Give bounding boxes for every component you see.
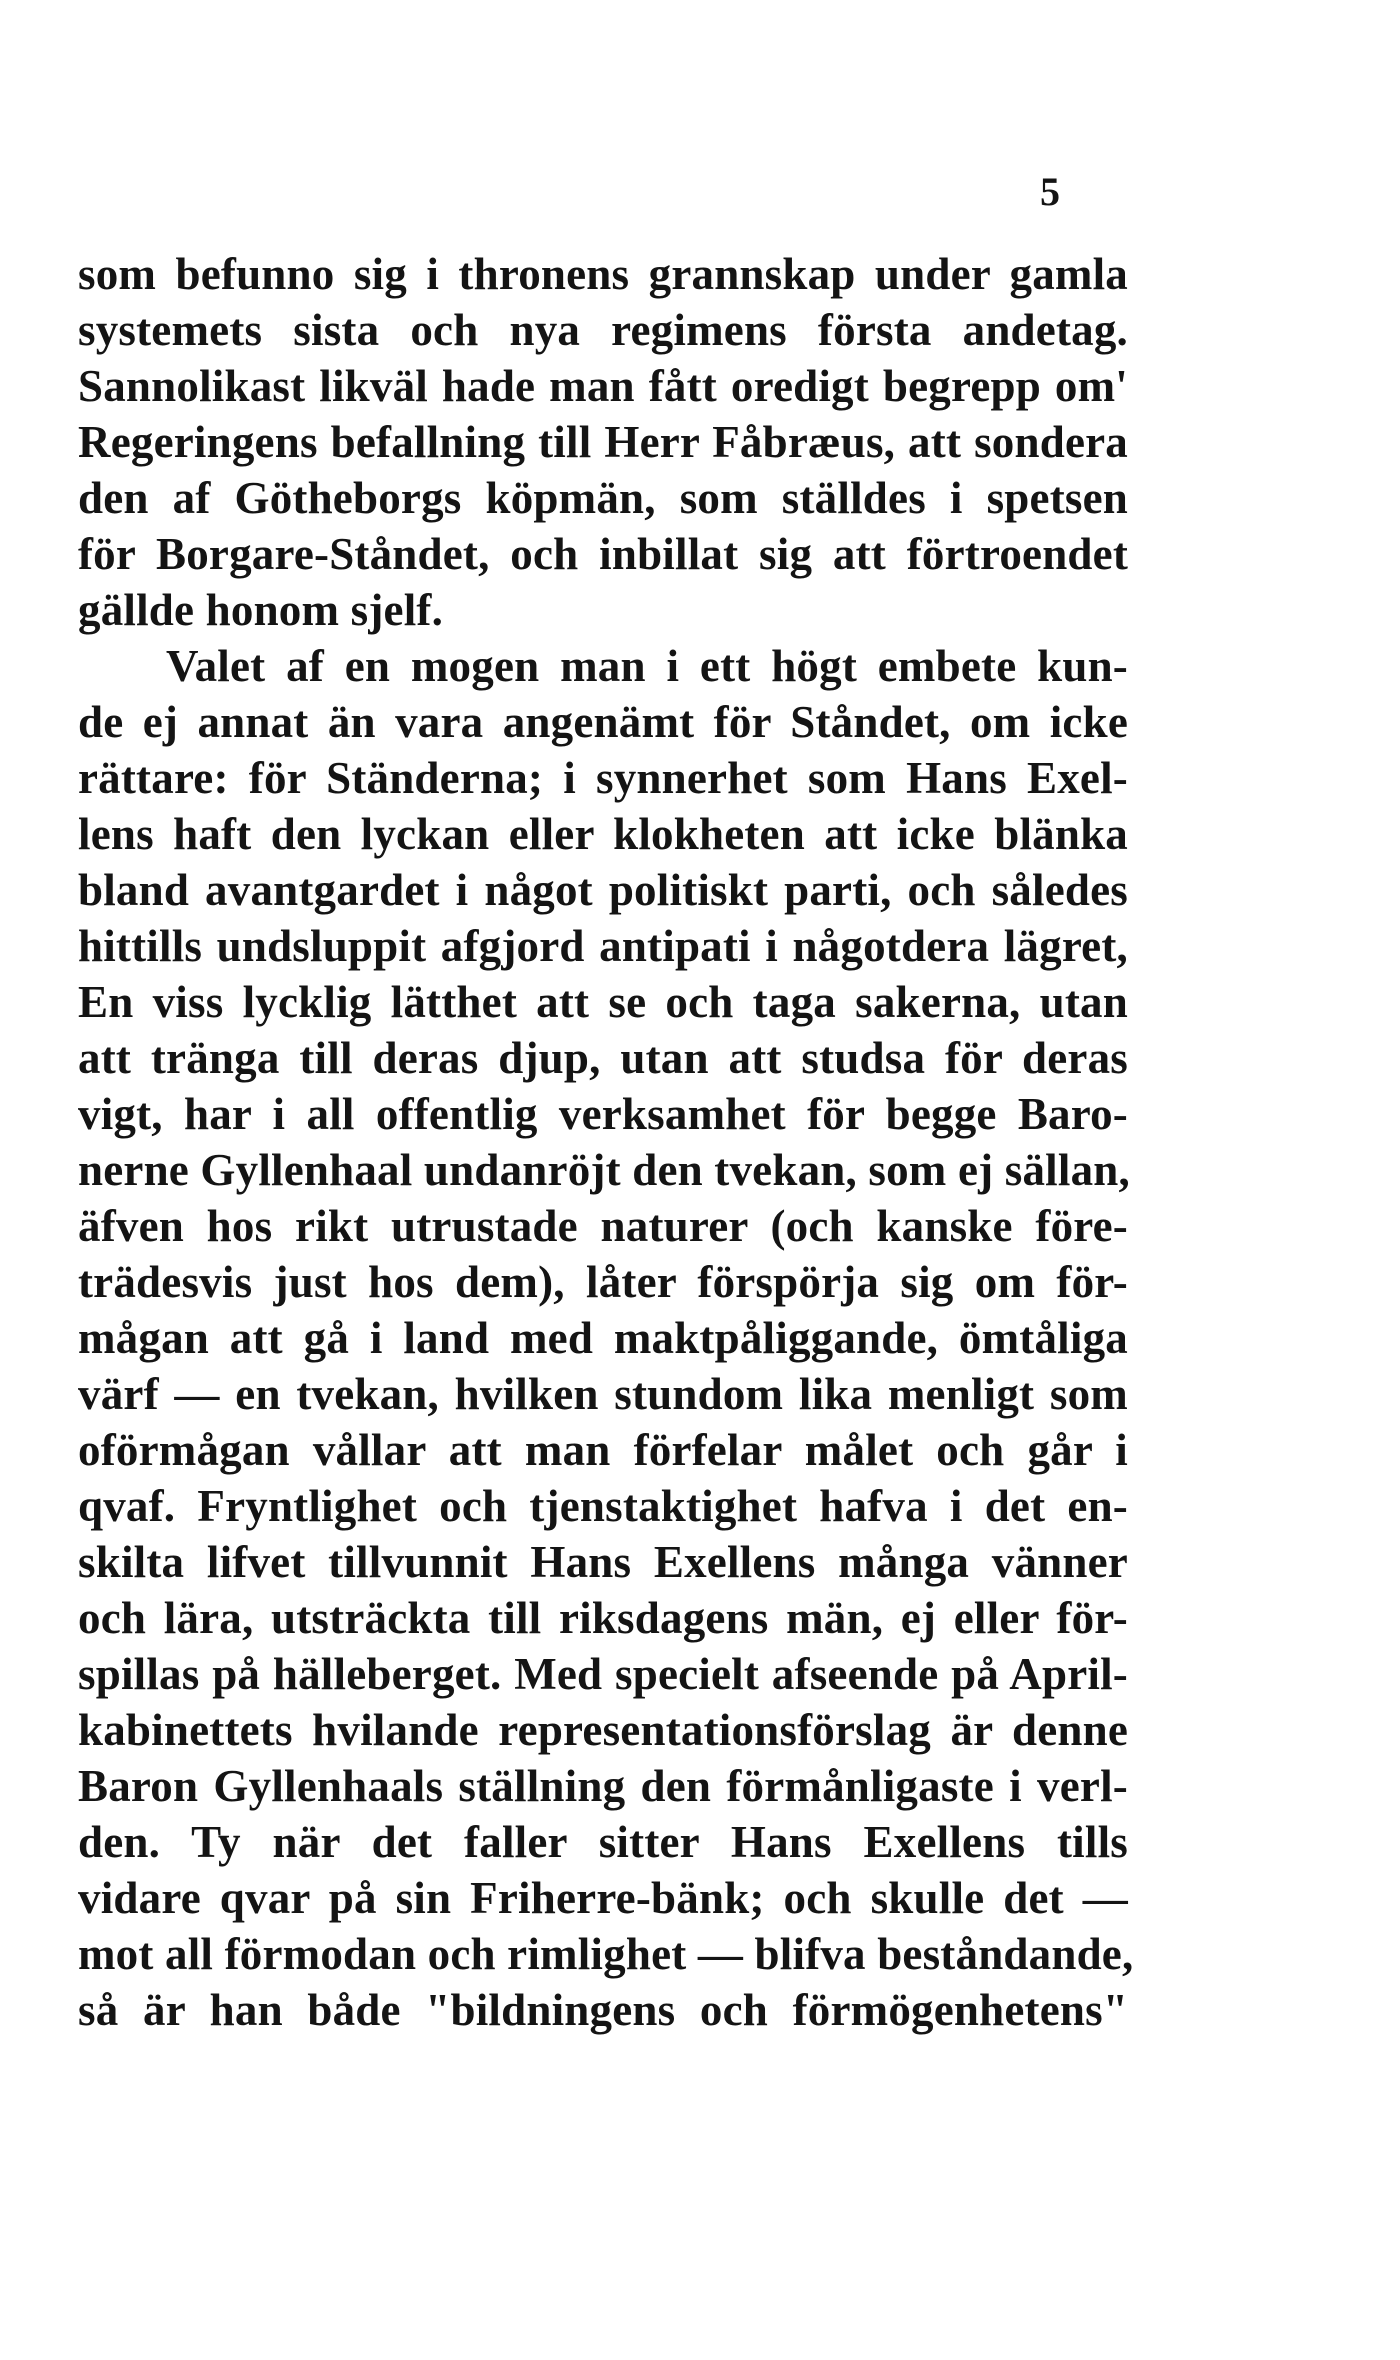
text-line: kabinettets hvilande representationsförslag är denne xyxy=(78,1705,1128,1755)
text-line: En viss lycklig lätthet att se och taga sakerna, utan xyxy=(78,977,1128,1027)
text-line: vidare qvar på sin Friherre-bänk; och skulle det — xyxy=(78,1873,1128,1923)
text-line: skilta lifvet tillvunnit Hans Exellens många vänner xyxy=(78,1537,1128,1587)
text-line: rättare: för Ständerna; i synnerhet som Hans Exel- xyxy=(78,753,1128,803)
text-line: vigt, har i all offentlig verksamhet för begge Baro- xyxy=(78,1089,1128,1139)
text-line: den af Götheborgs köpmän, som ställdes i spetsen xyxy=(78,473,1128,523)
text-line: att tränga till deras djup, utan att studsa för deras xyxy=(78,1033,1128,1083)
text-line: bland avantgardet i något politiskt parti, och således xyxy=(78,865,1128,915)
text-line: systemets sista och nya regimens första andetag. xyxy=(78,305,1128,355)
text-line: gällde honom sjelf. xyxy=(78,585,444,635)
text-line: spillas på hälleberget. Med specielt afseende på April- xyxy=(78,1649,1128,1699)
text-line: Regeringens befallning till Herr Fåbræus, att sondera xyxy=(78,417,1128,467)
text-line: mot all förmodan och rimlighet — blifva beståndande, xyxy=(78,1929,1134,1979)
paragraph-start-line: Valet af en mogen man i ett högt embete kun- xyxy=(166,641,1128,691)
text-line: hittills undsluppit afgjord antipati i någotdera lägret, xyxy=(78,921,1128,971)
text-line: mågan att gå i land med maktpåliggande, ömtåliga xyxy=(78,1313,1128,1363)
text-line: lens haft den lyckan eller klokheten att icke blänka xyxy=(78,809,1128,859)
body-text xyxy=(78,246,1134,2038)
text-line: och lära, utsträckta till riksdagens män, ej eller för- xyxy=(78,1593,1128,1643)
text-line: Sannolikast likväl hade man fått oredigt begrepp om' xyxy=(78,361,1128,411)
text-line: Baron Gyllenhaals ställning den förmånligaste i verl- xyxy=(78,1761,1128,1811)
text-line: oförmågan vållar att man förfelar målet och går i xyxy=(78,1425,1128,1475)
text-line: de ej annat än vara angenämt för Ståndet, om icke xyxy=(78,697,1128,747)
text-line: den. Ty när det faller sitter Hans Exellens tills xyxy=(78,1817,1128,1867)
text-line: nerne Gyllenhaal undanröjt den tvekan, som ej sällan, xyxy=(78,1145,1130,1195)
text-line: för Borgare-Ståndet, och inbillat sig att förtroendet xyxy=(78,529,1128,579)
text-line: äfven hos rikt utrustade naturer (och kanske före- xyxy=(78,1201,1128,1251)
text-line: trädesvis just hos dem), låter förspörja sig om för- xyxy=(78,1257,1128,1307)
page-number: 5 xyxy=(1040,169,1060,214)
text-line: qvaf. Fryntlighet och tjenstaktighet hafva i det en- xyxy=(78,1481,1128,1531)
text-line: värf — en tvekan, hvilken stundom lika menligt som xyxy=(78,1369,1128,1419)
text-line: som befunno sig i thronens grannskap under gamla xyxy=(78,249,1128,299)
text-line: så är han både "bildningens och förmögenhetens" xyxy=(78,1985,1128,2035)
